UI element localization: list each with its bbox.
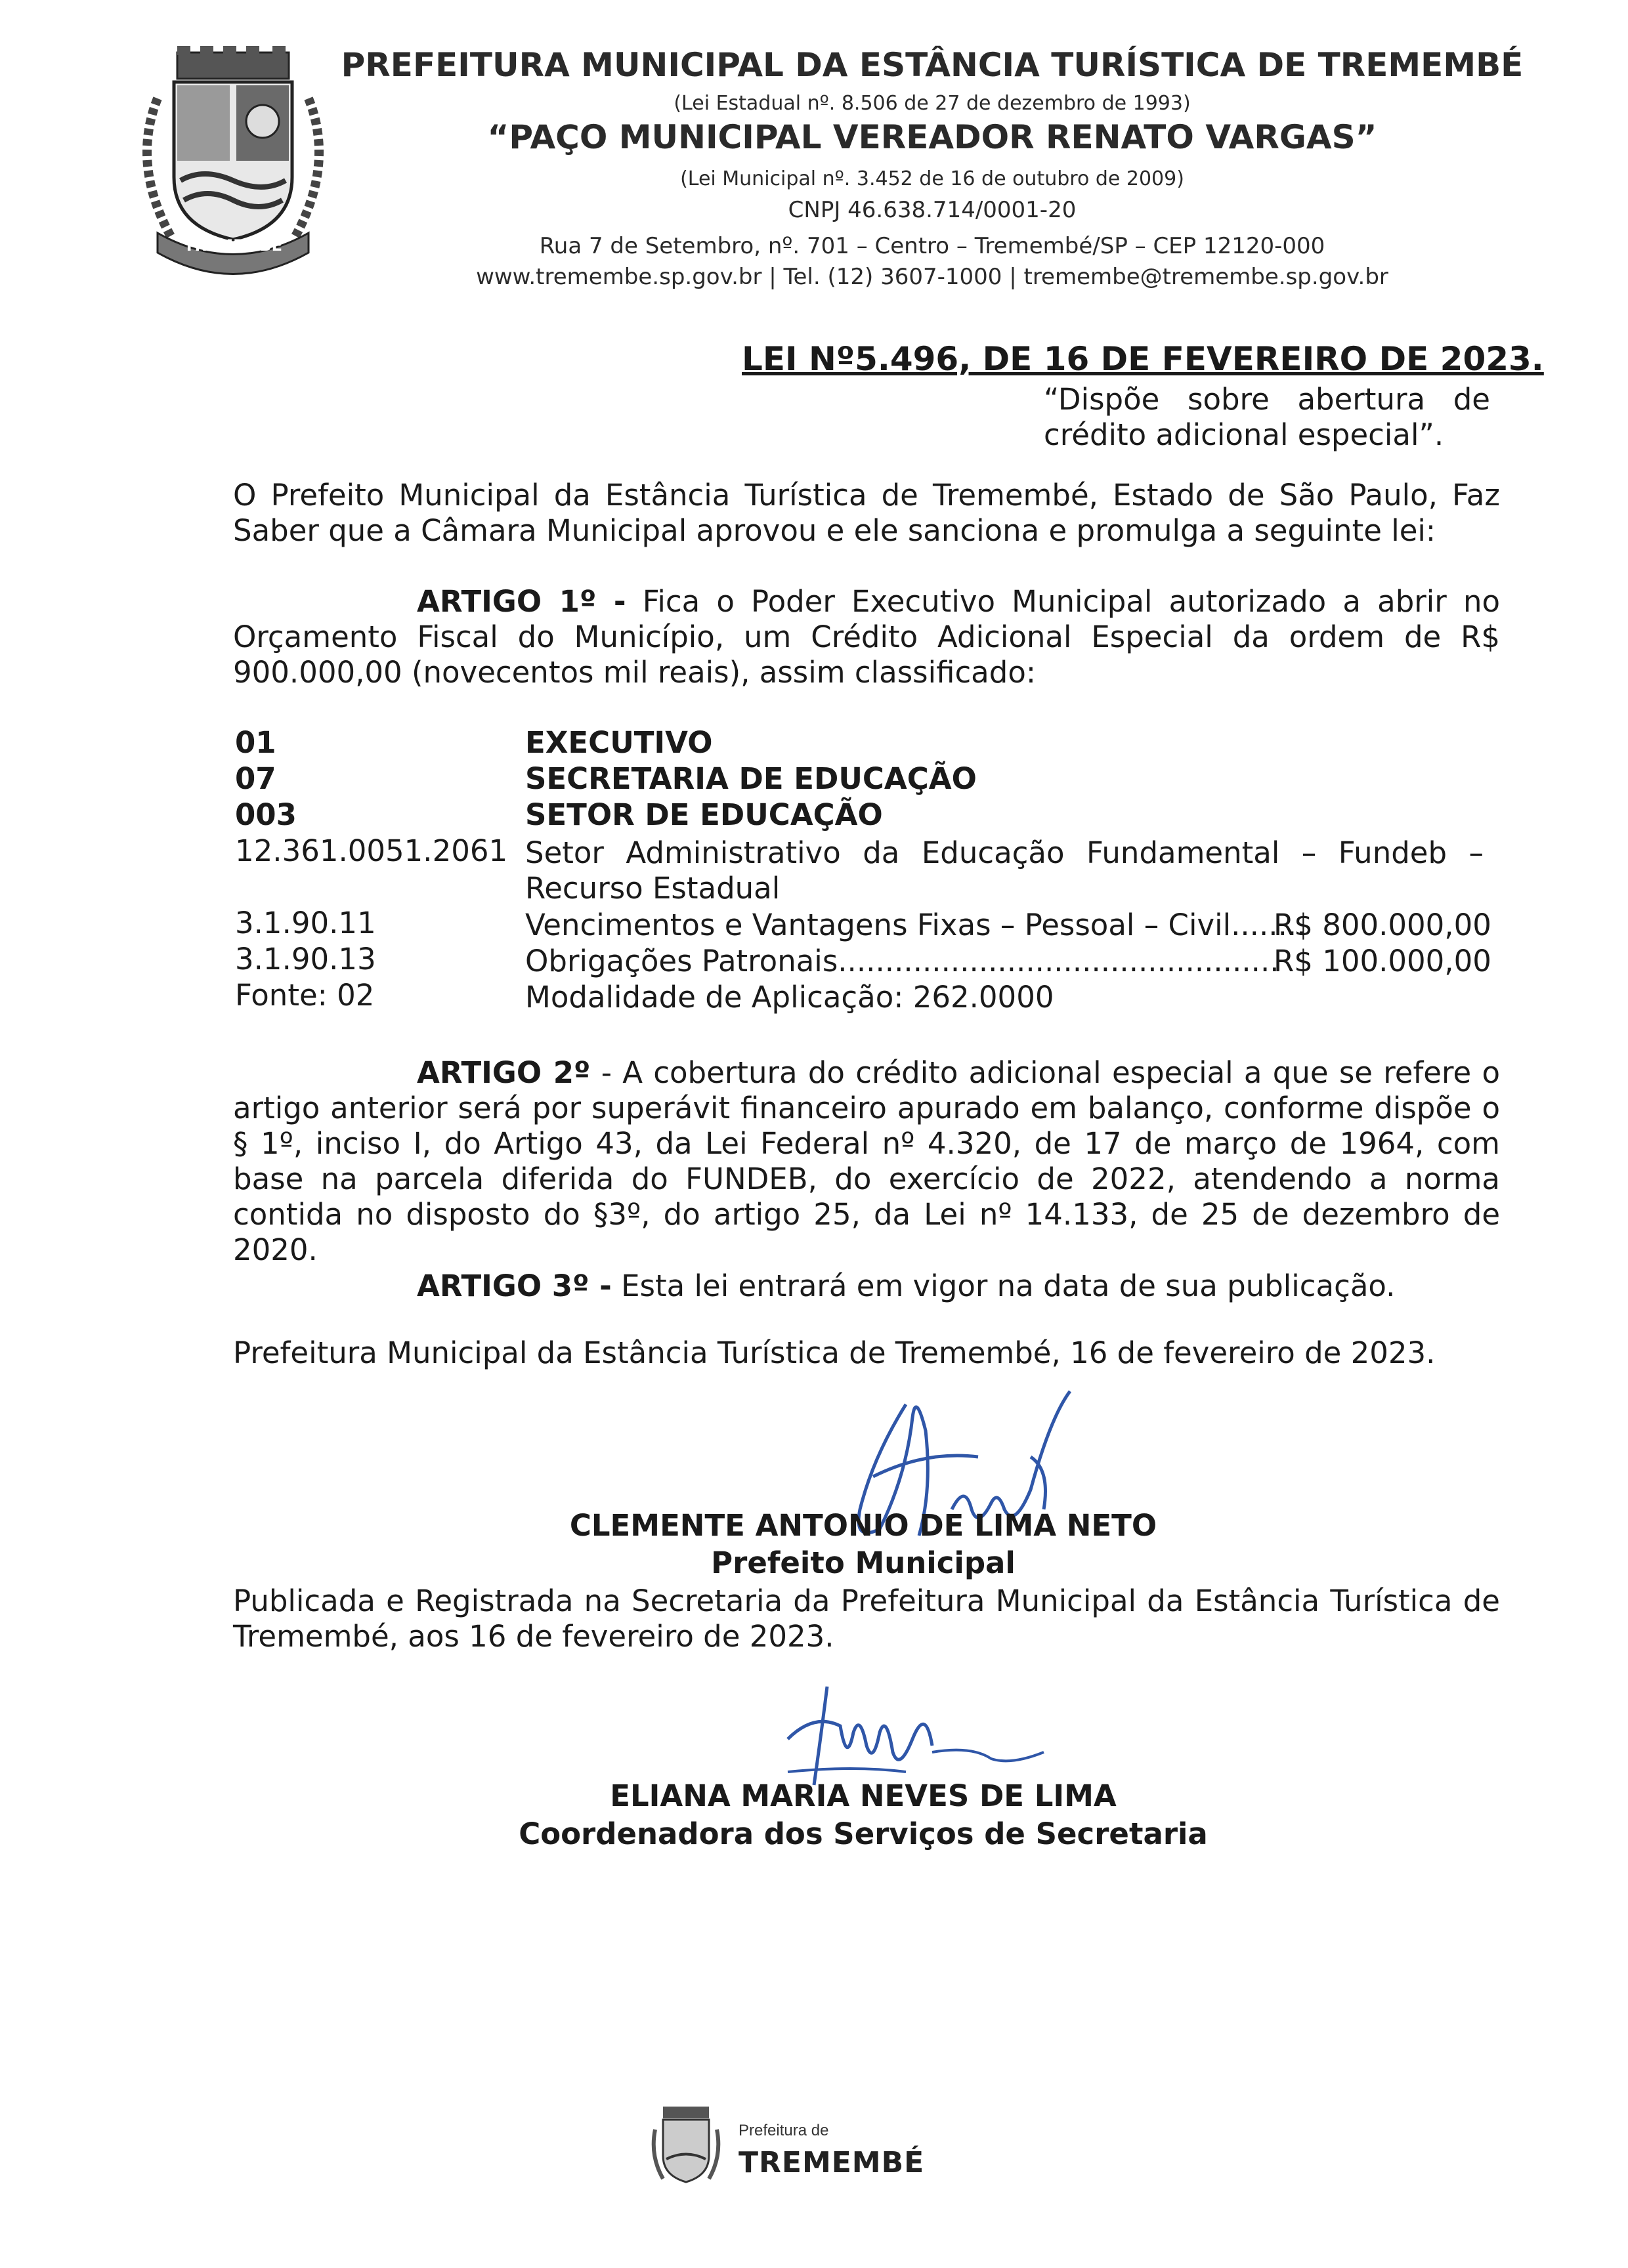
- secretary-signature-image: [775, 1680, 1063, 1792]
- header-paco: “PAÇO MUNICIPAL VEREADOR RENATO VARGAS”: [487, 118, 1377, 156]
- article-3-label: ARTIGO 3º -: [417, 1269, 612, 1303]
- class-desc-secretaria: SECRETARIA DE EDUCAÇÃO: [525, 761, 977, 796]
- article-1-label: ARTIGO 1º -: [417, 584, 626, 619]
- article-3-text: Esta lei entrará em vigor na data de sua publicação.: [611, 1269, 1396, 1303]
- class-code-funcional: 12.361.0051.2061: [235, 833, 508, 868]
- article-2: [233, 1055, 1500, 1268]
- mayor-name: CLEMENTE ANTONIO DE LIMA NETO: [569, 1508, 1157, 1543]
- footer-brand: TREMEMBÉ: [739, 2146, 925, 2179]
- class-value-obrigacoes: R$ 100.000,00: [1274, 944, 1491, 978]
- law-ementa: “Dispõe sobre abertura de crédito adicional especial”.: [1044, 382, 1490, 452]
- class-desc-executivo: EXECUTIVO: [525, 725, 713, 760]
- class-code-319013: 3.1.90.13: [235, 942, 376, 976]
- footer-small-text: Prefeitura de: [739, 2122, 829, 2139]
- header-cnpj: CNPJ 46.638.714/0001-20: [788, 197, 1077, 223]
- class-desc-setor: SETOR DE EDUCAÇÃO: [525, 797, 883, 832]
- header-contact: www.tremembe.sp.gov.br | Tel. (12) 3607-1000 | tremembe@tremembe.sp.gov.br: [476, 264, 1388, 290]
- footer-crest-icon: [650, 2103, 722, 2189]
- header-title: PREFEITURA MUNICIPAL DA ESTÂNCIA TURÍSTICA DE TREMEMBÉ: [341, 46, 1524, 84]
- secretary-name: ELIANA MARIA NEVES DE LIMA: [610, 1778, 1117, 1813]
- class-code-01: 01: [235, 725, 276, 760]
- law-title: LEI Nº5.496, DE 16 DE FEVEREIRO DE 2023.: [742, 340, 1544, 378]
- class-code-07: 07: [235, 761, 276, 796]
- article-1-text: Fica o Poder Executivo Municipal autorizado a abrir no Orçamento Fiscal do Município, um Crédito Adicional Especial da ordem de R$ 900.000,00 (novecentos mil reais), assim classificado:: [233, 584, 1500, 690]
- class-code-31901: 3.1.90.11: [235, 906, 376, 940]
- class-desc-obrigacoes: Obrigações Patronais...............................................: [525, 944, 1279, 978]
- class-code-003: 003: [235, 797, 297, 832]
- article-3: [233, 1269, 1500, 1304]
- svg-text:TREMEMBÉ: TREMEMBÉ: [183, 236, 283, 255]
- place-date: Prefeitura Municipal da Estância Turística de Tremembé, 16 de fevereiro de 2023.: [233, 1335, 1436, 1370]
- publication-note: Publicada e Registrada na Secretaria da Prefeitura Municipal da Estância Turística de Tremembé, aos 16 de fevereiro de 2023.: [233, 1584, 1500, 1654]
- header-lei-municipal: (Lei Municipal nº. 3.452 de 16 de outubro de 2009): [680, 167, 1184, 190]
- class-desc-funcional: Setor Administrativo da Educação Fundamental – Fundeb – Recurso Estadual: [525, 835, 1484, 906]
- law-preamble: O Prefeito Municipal da Estância Turística de Tremembé, Estado de São Paulo, Faz Saber que a Câmara Municipal aprovou e ele sanciona e promulga a seguinte lei:: [233, 478, 1500, 548]
- class-desc-vencimentos: Vencimentos e Vantagens Fixas – Pessoal – Civil........: [525, 908, 1306, 942]
- mayor-role: Prefeito Municipal: [711, 1545, 1016, 1580]
- header-lei-estadual: (Lei Estadual nº. 8.506 de 27 de dezembro de 1993): [674, 92, 1191, 115]
- class-desc-modalidade: Modalidade de Aplicação: 262.0000: [525, 980, 1054, 1015]
- class-code-fonte: Fonte: 02: [235, 978, 375, 1013]
- class-value-vencimentos: R$ 800.000,00: [1274, 908, 1491, 942]
- article-2-label: ARTIGO 2º: [417, 1055, 591, 1090]
- header-address: Rua 7 de Setembro, nº. 701 – Centro – Tremembé/SP – CEP 12120-000: [539, 233, 1325, 259]
- article-1: [233, 584, 1500, 690]
- article-2-text: - A cobertura do crédito adicional especial a que se refere o artigo anterior será por superávit financeiro apurado em balanço, conforme dispõe o § 1º, inciso I, do Artigo 43, da Lei Federal nº 4.320, de 17 de março de 1964, com base na parcela diferida do FUNDEB, do exercício de 2022, atendendo a norma contida no disposto do §3º, do artigo 25, da Lei nº 14.133, de 25 de dezembro de 2020.: [233, 1055, 1500, 1267]
- secretary-role: Coordenadora dos Serviços de Secretaria: [519, 1816, 1208, 1851]
- municipal-crest-logo: [131, 46, 335, 276]
